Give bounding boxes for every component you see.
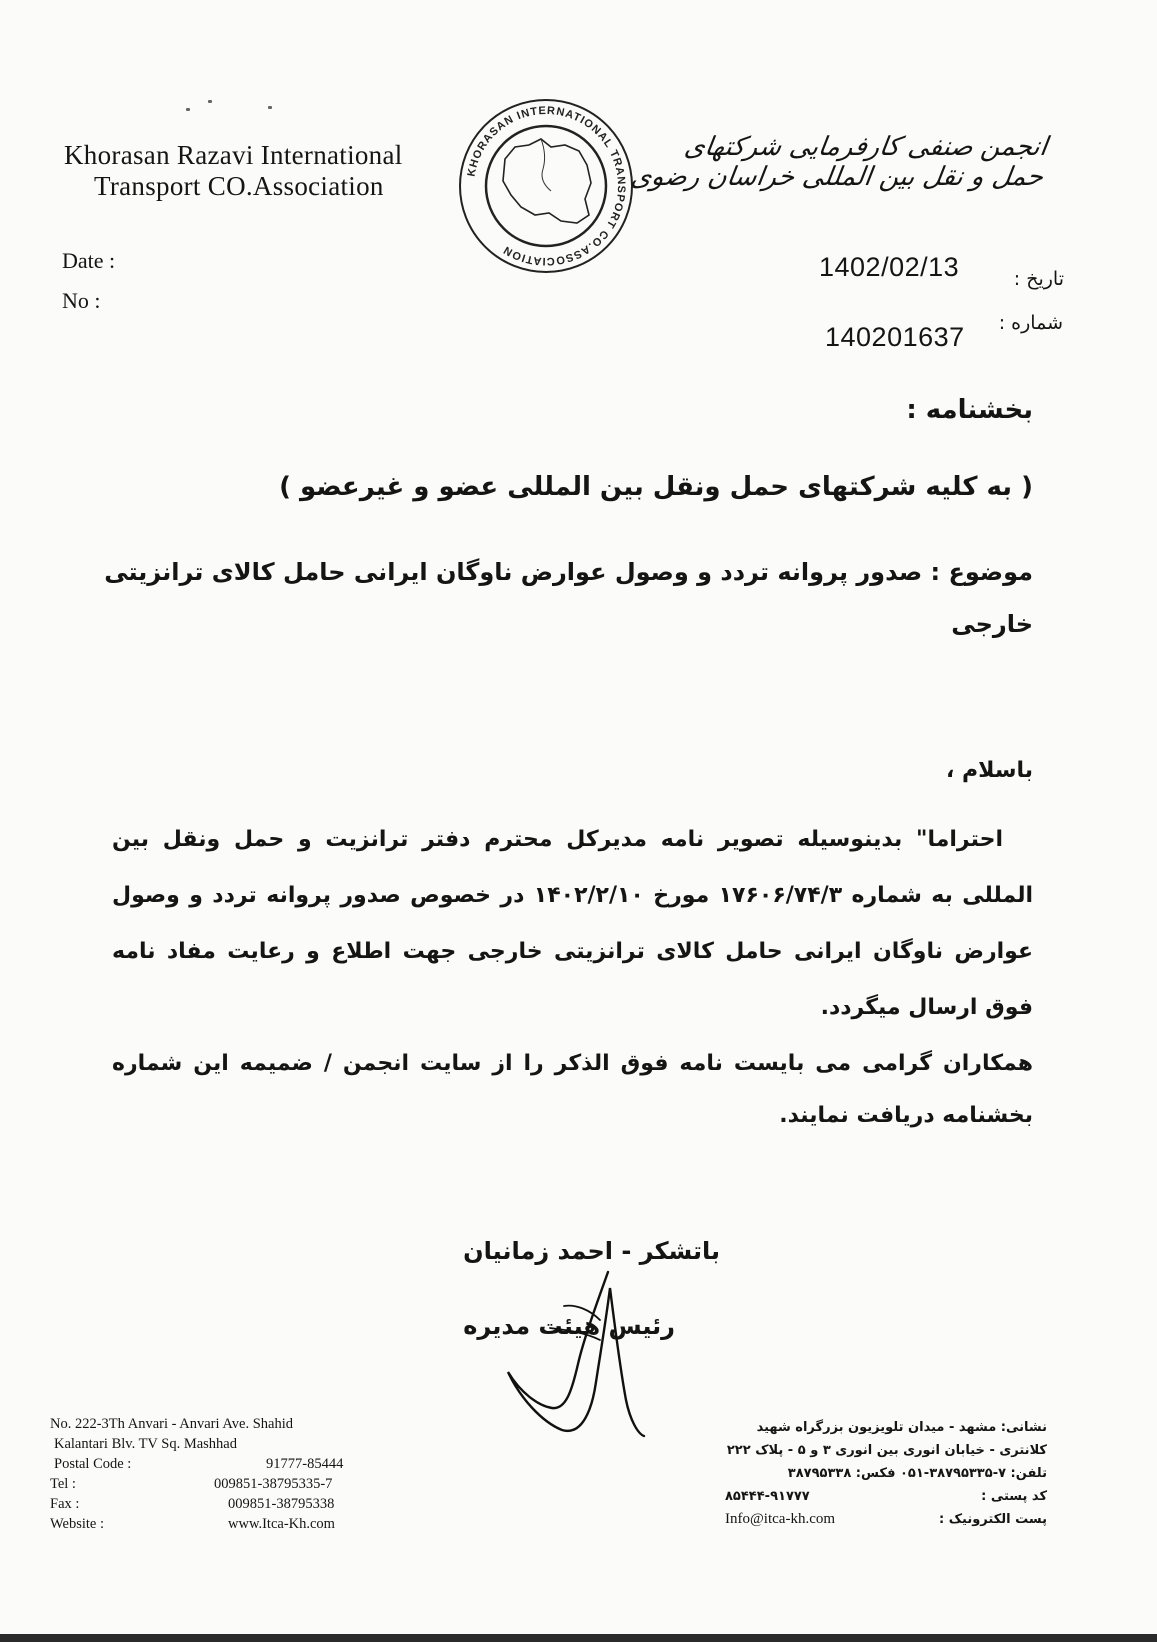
scan-speck	[268, 106, 272, 109]
footer-website-label: Website :	[50, 1516, 104, 1532]
footer-website-value: www.Itca-Kh.com	[228, 1516, 335, 1532]
handwritten-signature	[480, 1260, 660, 1460]
scan-speck	[186, 108, 190, 111]
org-name-fa: انجمن صنفی کارفرمایی شرکتهای حمل و نقل بین المللی خراسان رضوی	[628, 132, 1050, 192]
footer-postal-value: 91777-85444	[266, 1456, 344, 1472]
footer-fa-postal-row	[725, 1485, 1047, 1508]
body-paragraph-2: همکاران گرامی می بایست نامه فوق الذکر را از سایت انجمن / ضمیمه این شماره بخشنامه دریافت نمایند.	[112, 1051, 1033, 1128]
footer-fax-value: 009851-38795338	[228, 1496, 335, 1512]
body-paragraph-1: احتراما" بدینوسیله تصویر نامه مدیرکل محترم دفتر ترانزیت و حمل ونقل بین المللی به شماره ۱۷۶۰۶/۷۴/۳ مورخ ۱۴۰۲/۲/۱۰ در خصوص صدور پروانه تردد و وصول عوارض ناوگان ایرانی حامل کالای ترانزیتی خارجی جهت اطلاع و رعایت مفاد نامه فوق ارسال میگردد.	[112, 827, 1034, 1020]
date-label-fa: تاریخ :	[1013, 268, 1064, 290]
number-label-fa: شماره :	[998, 312, 1063, 334]
footer-address-line1: No. 222-3Th Anvari - Anvari Ave. Shahid	[50, 1416, 293, 1432]
scan-speck	[208, 100, 212, 103]
greeting: باسلام ،	[945, 758, 1033, 783]
footer-fa-address-line2: کلانتری - خیابان انوری بین انوری ۳ و ۵ - پلاک ۲۲۲	[726, 1443, 1047, 1458]
footer-fax-row	[50, 1494, 360, 1514]
footer-website-row	[50, 1514, 360, 1534]
footer-postal-label: Postal Code :	[54, 1456, 132, 1472]
footer-fa-email-value: Info@itca-kh.com	[725, 1511, 836, 1527]
footer-postal-row	[50, 1454, 360, 1474]
footer-fa-postal-value: ۸۵۴۴۴-۹۱۷۷۷	[725, 1489, 810, 1504]
signer-title: رئیس هیئت مدیره	[463, 1312, 675, 1340]
footer-contact-fa	[725, 1416, 1047, 1531]
footer-fax-label: Fax :	[50, 1496, 80, 1512]
footer-fa-address-line1: نشانی: مشهد - میدان تلویزیون بزرگراه شهید	[756, 1420, 1047, 1435]
footer-fa-email-label: پست الکترونیک :	[939, 1512, 1047, 1527]
number-value: 140201637	[825, 322, 965, 352]
footer-tel-row	[50, 1474, 360, 1494]
letter-type: بخشنامه :	[906, 395, 1033, 425]
org-name-en-line2: Transport CO.Association	[94, 171, 384, 201]
subject-line-2: خارجی	[951, 610, 1033, 638]
org-name-en-line1: Khorasan Razavi International	[64, 140, 403, 170]
date-value: 1402/02/13	[819, 252, 960, 282]
subject-line-1: موضوع : صدور پروانه تردد و وصول عوارض ناوگان ایرانی حامل کالای ترانزیتی	[104, 558, 1033, 586]
org-name-en	[64, 140, 403, 202]
recipients-line: ( به کلیه شرکتهای حمل ونقل بین المللی عضو و غیرعضو )	[279, 472, 1033, 502]
closing-name: باتشکر - احمد زمانیان	[463, 1237, 720, 1265]
footer-contact-en	[50, 1414, 360, 1534]
footer-tel-value: 009851-38795335-7	[214, 1476, 333, 1492]
date-label-en: Date :	[62, 248, 116, 273]
footer-fa-postal-label: کد پستی :	[981, 1489, 1047, 1504]
footer-fa-email-row	[725, 1508, 1047, 1531]
scan-bottom-edge	[0, 1634, 1157, 1642]
number-label-en: No :	[62, 288, 101, 313]
footer-address-line2: Kalantari Blv. TV Sq. Mashhad	[54, 1436, 237, 1452]
seal-ring-text: KHORASAN INTERNATIONAL TRANSPORT CO.ASSOCIATION	[465, 104, 628, 268]
footer-tel-label: Tel :	[50, 1476, 76, 1492]
association-seal-logo	[455, 95, 637, 277]
footer-fa-phone-line: تلفن: ۷-۳۸۷۹۵۳۳۵-۰۵۱ فکس: ۳۸۷۹۵۳۳۸	[787, 1466, 1047, 1481]
